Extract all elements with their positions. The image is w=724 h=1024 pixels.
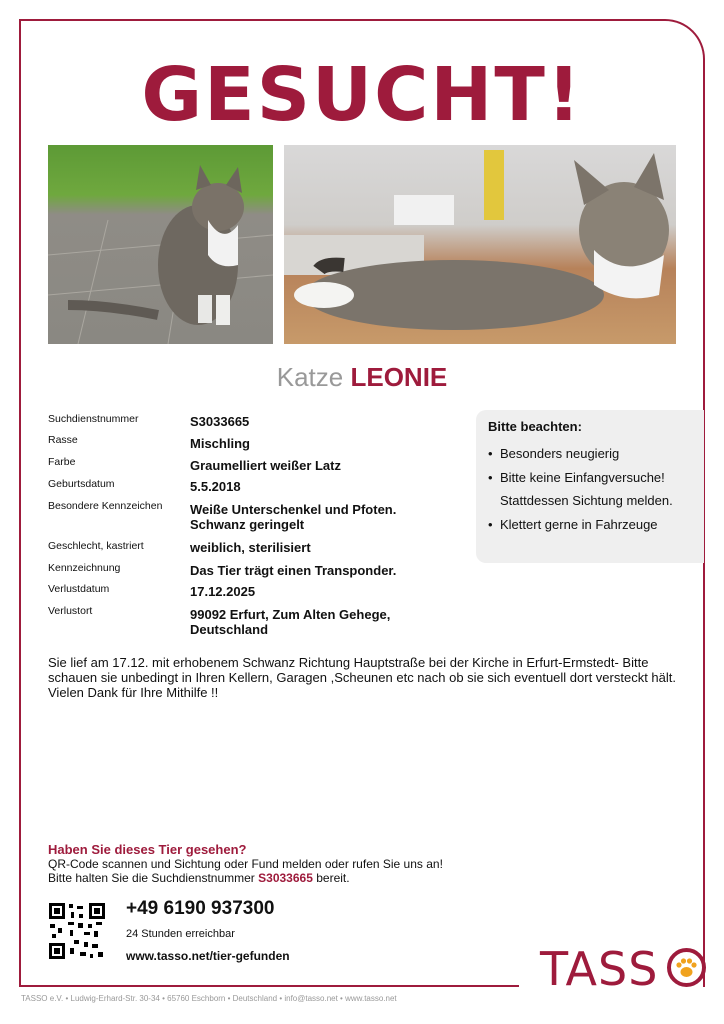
detail-value: S3033665 [190,414,250,429]
cat-photo-sitting [48,145,273,344]
detail-value: 5.5.2018 [190,479,241,494]
contact-reference-line [48,871,508,885]
pet-species: Katze [276,362,344,392]
detail-value: Mischling [190,436,250,451]
contact-section [48,843,508,885]
reference-post: bereit. [316,871,350,885]
notes-box [476,410,704,563]
detail-value: 17.12.2025 [190,584,256,599]
detail-label: Verlustdatum [48,583,110,595]
reference-number: S3033665 [258,871,313,885]
cat-lying-illustration [284,145,676,344]
detail-value: weiblich, sterilisiert [190,540,311,555]
footer-address: TASSO e.V. • Ludwig-Erhard-Str. 30-34 • 65760 Eschborn • Deutschland • info@tasso.net • www.tasso.net [21,994,397,1003]
pet-name-heading [0,362,724,393]
contact-instruction: QR-Code scannen und Sichtung oder Fund melden oder rufen Sie uns an! [48,857,443,871]
note-item: • Bitte keine Einfangversuche! Stattdessen Sichtung melden. [488,466,690,513]
detail-value: Weiße Unterschenkel und Pfoten. Schwanz geringelt [190,502,397,532]
tasso-logo-text: TASS [540,942,659,996]
availability-text: 24 Stunden erreichbar [126,928,235,940]
paw-icon [671,952,702,983]
contact-question: Haben Sie dieses Tier gesehen? [48,842,247,857]
note-item: • Besonders neugierig [488,442,704,466]
notes-title: Bitte beachten: [488,419,582,434]
detail-label: Farbe [48,456,76,468]
detail-label: Kennzeichnung [48,562,121,574]
cat-photo-lying [284,145,676,344]
qr-code[interactable] [48,902,106,960]
detail-label: Geschlecht, kastriert [48,540,144,552]
poster-title: GESUCHT! [141,52,583,138]
qr-code-graphic [48,902,106,960]
detail-label: Rasse [48,434,78,446]
note-item: • Klettert gerne in Fahrzeuge [488,513,704,537]
detail-value: Das Tier trägt einen Transponder. [190,563,397,578]
detail-label: Besondere Kennzeichen [48,500,163,512]
reference-pre: Bitte halten Sie die Suchdienstnummer [48,871,255,885]
phone-number[interactable]: +49 6190 937300 [126,898,275,919]
paw-logo-icon [667,948,706,987]
website-link[interactable]: www.tasso.net/tier-gefunden [126,949,290,963]
detail-value: 99092 Erfurt, Zum Alten Gehege, Deutschland [190,607,391,637]
description-text: Sie lief am 17.12. mit erhobenem Schwanz Richtung Hauptstraße bei der Kirche in Erfurt-Ermstedt- Bitte schauen sie unbedingt in Ihren Kellern, Garagen ,Scheunen etc nach ob sie sich eventuell dort versteckt hält. Vielen Dank für Ihre Mithilfe !! [48,655,676,700]
notes-list [488,442,704,536]
detail-value: Graumelliert weißer Latz [190,458,341,473]
detail-label: Verlustort [48,605,93,617]
frame-bottom-line [19,985,519,987]
detail-label: Suchdienstnummer [48,413,139,425]
pet-name: LEONIE [350,362,448,392]
detail-label: Geburtsdatum [48,478,115,490]
cat-sitting-illustration [48,145,273,344]
